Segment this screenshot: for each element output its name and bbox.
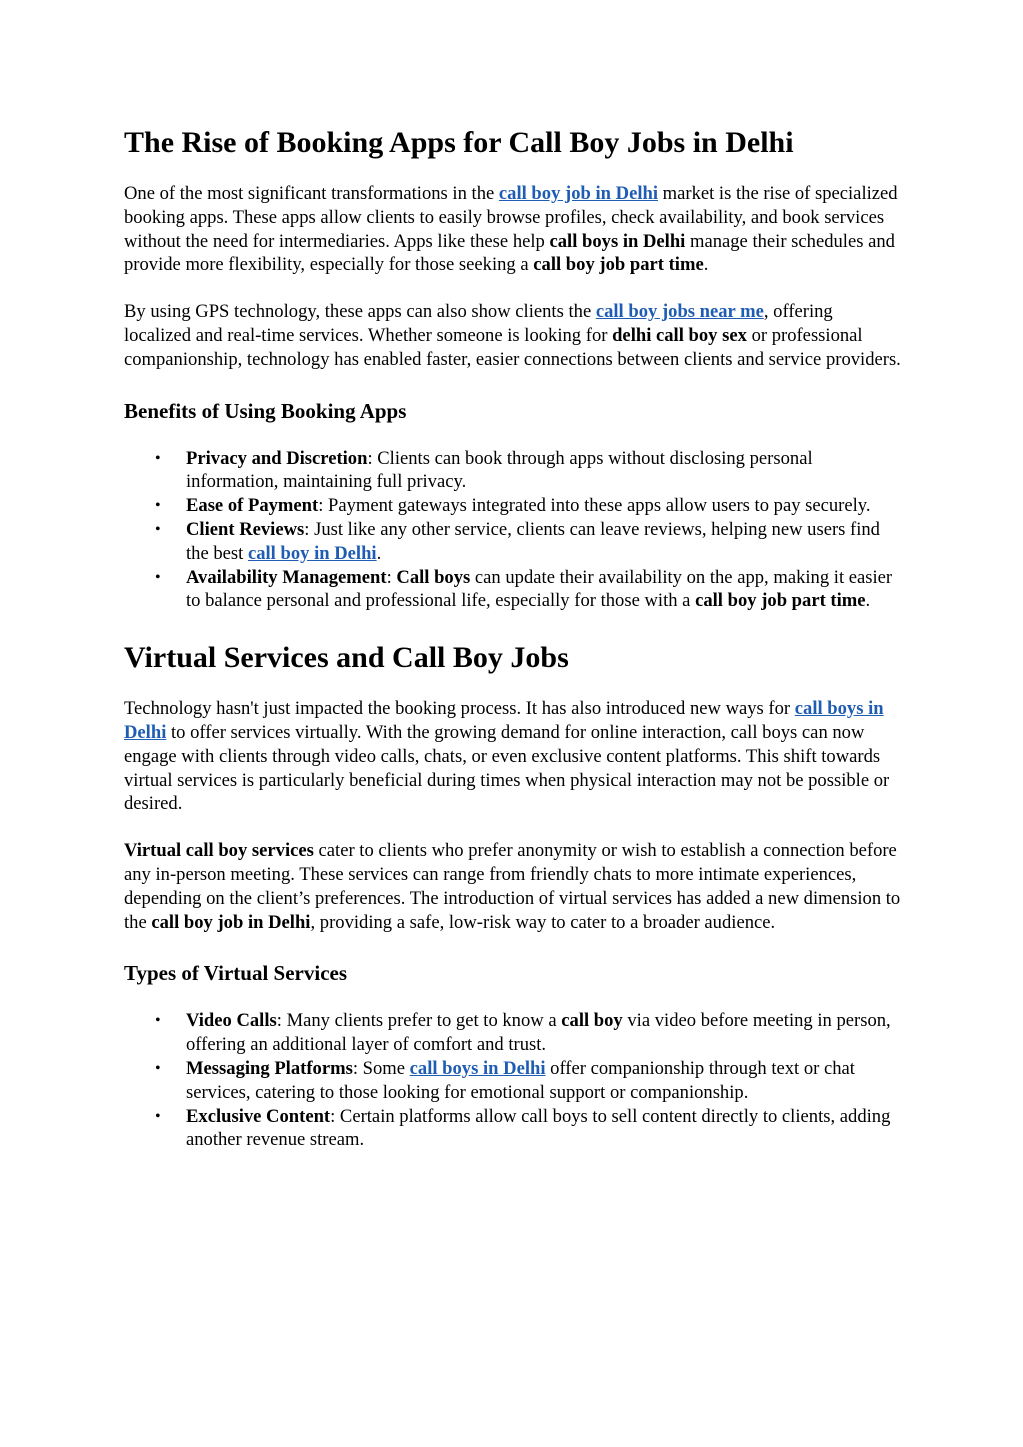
paragraph-virtual-intro (124, 697, 904, 816)
text-run: via video before meeting in person, offering an additional layer of comfort and trust. (186, 1010, 891, 1056)
bullet-icon: • (155, 568, 161, 586)
text-run: Technology hasn't just impacted the booking process. It has also introduced new ways for (124, 698, 795, 720)
bold-text: call boy job part time (695, 590, 866, 612)
paragraph-booking-apps-intro (124, 182, 904, 277)
bold-text: Client Reviews (186, 518, 305, 540)
bullet-icon: • (155, 1059, 161, 1077)
text-run: : (386, 566, 397, 588)
bullet-icon: • (155, 449, 161, 467)
section-title-virtual-services: Virtual Services and Call Boy Jobs (124, 641, 569, 675)
bold-text: Video Calls (186, 1010, 277, 1032)
section-title-booking-apps: The Rise of Booking Apps for Call Boy Jobs in Delhi (124, 126, 794, 159)
text-run: : Certain platforms allow call boys to sell content directly to clients, adding another revenue stream. (186, 1105, 891, 1151)
bold-text: Exclusive Content (186, 1105, 331, 1127)
list-item (155, 1057, 904, 1105)
text-run: One of the most significant transformations in the (124, 183, 499, 204)
link-call-boy-jobs-near-me[interactable]: call boy jobs near me (595, 301, 764, 323)
bullet-icon: • (155, 1012, 161, 1030)
bold-text: Ease of Payment (186, 495, 319, 517)
bullet-icon: • (155, 1107, 161, 1125)
text-run: : Just like any other service, clients can leave reviews, helping new users find the best (186, 518, 880, 564)
bold-text: call boy job part time (533, 254, 704, 276)
paragraph-virtual-services (124, 839, 904, 934)
bold-text: Privacy and Discretion (186, 447, 368, 469)
list-item (155, 566, 904, 614)
virtual-services-list (124, 1009, 904, 1152)
list-item (155, 1105, 904, 1153)
text-run: . (865, 590, 871, 612)
subheading-types: Types of Virtual Services (124, 961, 348, 986)
list-item (155, 1009, 904, 1057)
text-run: : Some (352, 1057, 410, 1079)
subheading-benefits: Benefits of Using Booking Apps (124, 398, 407, 423)
text-run: : Payment gateways integrated into these apps allow users to pay securely. (318, 495, 871, 517)
text-run: . (376, 542, 382, 564)
document-content (124, 124, 904, 1152)
text-run: manage their schedules and provide more flexibility, especially for those seeking a (124, 230, 895, 276)
list-item (155, 447, 904, 495)
text-run: , providing a safe, low-risk way to cater to a broader audience. (310, 911, 776, 933)
bold-text: delhi call boy sex (612, 324, 747, 346)
text-run: . (703, 254, 709, 276)
bold-text: call boys in Delhi (549, 230, 686, 252)
benefits-list (124, 447, 904, 614)
link-call-boys-in-delhi[interactable]: call boys in Delhi (124, 698, 884, 743)
bold-text: call boy (561, 1010, 623, 1032)
list-item (155, 494, 904, 518)
link-call-boy-job-in-delhi[interactable]: call boy job in Delhi (498, 183, 659, 204)
text-run: : Many clients prefer to get to know a (276, 1010, 562, 1032)
bold-text: Virtual call boy services (124, 840, 314, 862)
text-run: can update their availability on the app, making it easier to balance personal and professional life, especially for those with a (186, 566, 893, 612)
text-run: , offering localized and real-time services. Whether someone is looking for (124, 301, 833, 346)
text-run: cater to clients who prefer anonymity or wish to establish a connection before any in-person meeting. These services can range from friendly chats to more intimate experiences, depending on the client’s preferences. The introduction of virtual services has added a new dimension to the (124, 840, 901, 933)
list-item (155, 518, 904, 566)
text-run: offer companionship through text or chat services, catering to those looking for emotional support or companionship. (186, 1057, 855, 1103)
text-run: By using GPS technology, these apps can also show clients the (124, 301, 596, 323)
bold-text: call boy job in Delhi (151, 911, 311, 933)
bold-text: Call boys (396, 566, 471, 588)
link-call-boy-in-delhi[interactable]: call boy in Delhi (247, 542, 377, 564)
text-run: to offer services virtually. With the growing demand for online interaction, call boys can now engage with clients through video calls, chats, or even exclusive content platforms. This shift towards virtual services is particularly beneficial during times when physical interaction may not be possible or desired. (124, 721, 890, 815)
text-run: or professional companionship, technology has enabled faster, easier connections between clients and service providers. (124, 324, 901, 370)
paragraph-gps-technology (124, 300, 904, 371)
bold-text: Messaging Platforms (186, 1057, 353, 1079)
text-run: market is the rise of specialized booking apps. These apps allow clients to easily browse profiles, check availability, and book services without the need for intermediaries. Apps like these help (124, 183, 898, 252)
bold-text: Availability Management (186, 566, 387, 588)
text-run: : Clients can book through apps without disclosing personal information, maintaining full privacy. (186, 447, 813, 493)
bullet-icon: • (155, 497, 161, 515)
link-call-boys-in-delhi[interactable]: call boys in Delhi (409, 1057, 546, 1079)
bullet-icon: • (155, 520, 161, 538)
